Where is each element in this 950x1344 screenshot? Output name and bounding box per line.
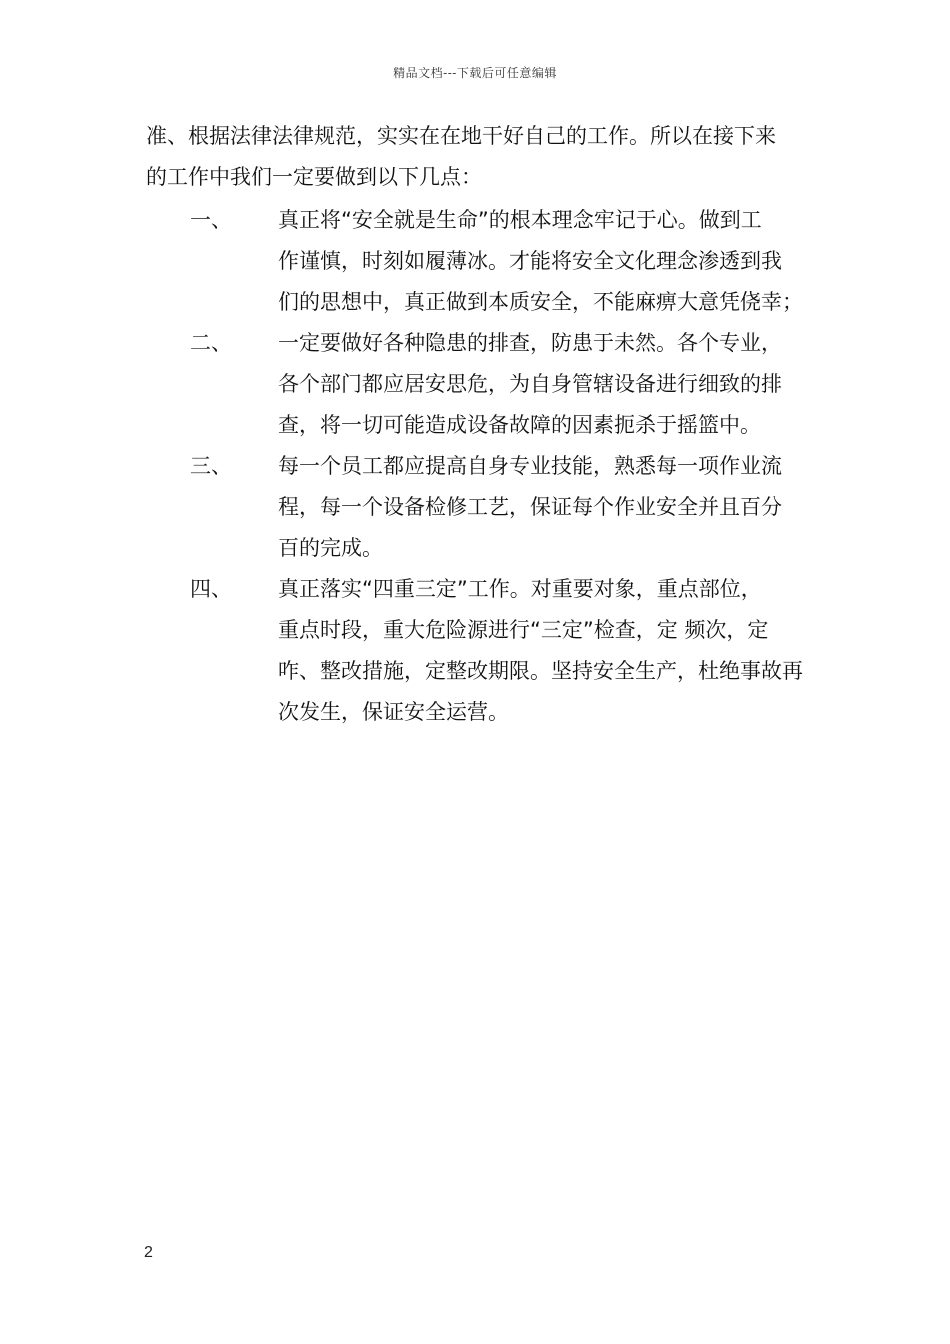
list-item-number: 四、	[190, 577, 232, 601]
list-item-body	[278, 569, 813, 733]
intro-line: 的工作中我们一定要做到以下几点：	[146, 165, 482, 189]
list-item-line: 每一个员工都应提高自身专业技能，熟悉每一项作业流	[278, 454, 782, 478]
list-item-line: 真正落实“四重三定”工作。对重要对象，重点部位，	[278, 577, 762, 601]
list-item-line: 真正将“安全就是生命”的根本理念牢记于心。做到工	[278, 208, 762, 232]
list-item-line: 一定要做好各种隐患的排查，防患于未然。各个专业，	[278, 331, 782, 355]
list-item-body	[278, 200, 813, 323]
list-item-number: 一、	[190, 208, 232, 232]
intro-line: 准、根据法律法律规范，实实在在地干好自己的工作。所以在接下来	[146, 124, 776, 148]
list-item-line: 百的完成。	[278, 536, 383, 560]
list-item-line: 们的思想中，真正做到本质安全，不能麻痹大意凭侥幸；	[278, 290, 803, 314]
numbered-list	[146, 200, 821, 733]
list-item-line: 各个部门都应居安思危，为自身管辖设备进行细致的排	[278, 372, 782, 396]
list-item-number: 二、	[190, 331, 232, 355]
list-item	[146, 323, 821, 446]
list-item-body	[278, 446, 813, 569]
page-header: 精品文档---下载后可任意编辑	[393, 66, 557, 80]
list-item-body	[278, 323, 813, 446]
list-item-line: 查，将一切可能造成设备故障的因素扼杀于摇篮中。	[278, 413, 761, 437]
list-item-line: 作谨慎，时刻如履薄冰。才能将安全文化理念渗透到我	[278, 249, 782, 273]
intro-paragraph	[146, 116, 821, 198]
list-item	[146, 569, 821, 733]
list-item	[146, 446, 821, 569]
page-number: 2	[144, 1244, 153, 1261]
list-item	[146, 200, 821, 323]
list-item-line: 重点时段，重大危险源进行“三定”检查，定 频次，定	[278, 618, 769, 642]
list-item-number: 三、	[190, 454, 232, 478]
list-item-line: 程，每一个设备检修工艺，保证每个作业安全并且百分	[278, 495, 782, 519]
list-item-line: 次发生，保证安全运营。	[278, 700, 509, 724]
list-item-line: 咋、整改措施，定整改期限。坚持安全生产，杜绝事故再	[278, 659, 803, 683]
